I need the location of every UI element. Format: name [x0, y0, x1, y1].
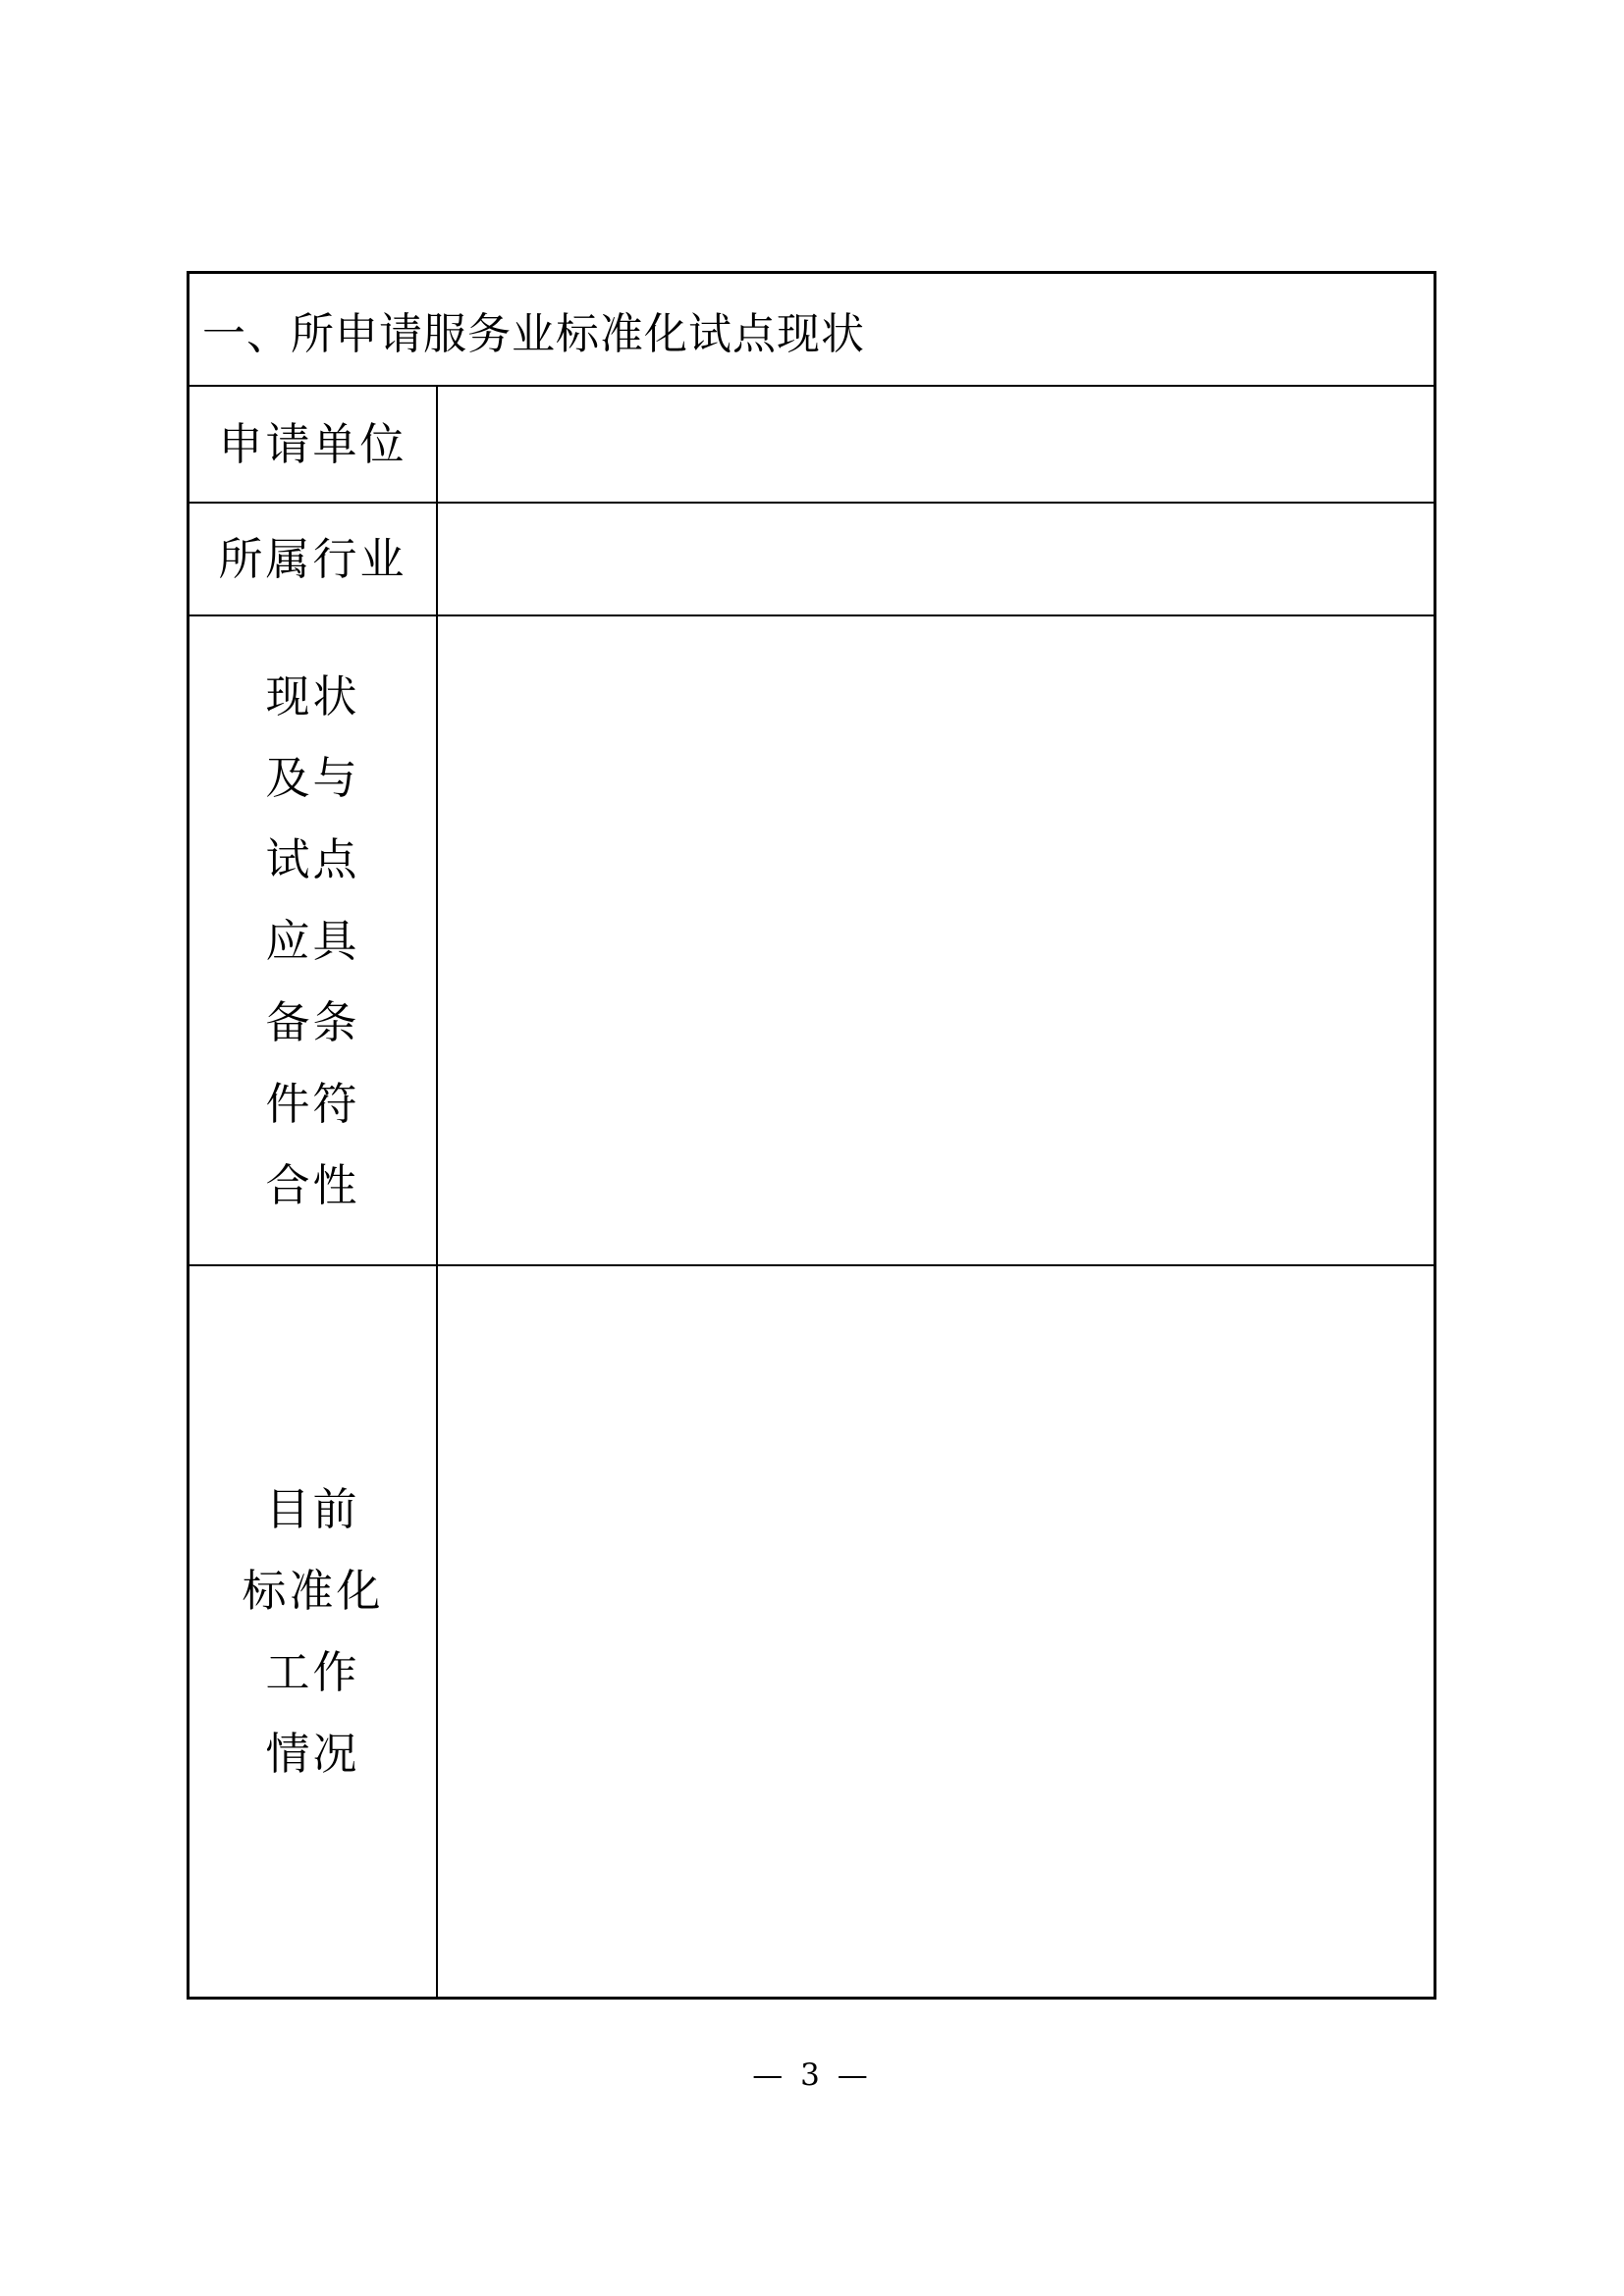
- industry-input-cell[interactable]: [438, 504, 1434, 614]
- section-title: 一、所申请服务业标准化试点现状: [202, 309, 865, 358]
- table-row-industry: [189, 504, 1434, 616]
- table-section-header-row: [189, 274, 1434, 387]
- row-label-standardization-work: [189, 1266, 438, 1997]
- row-label-applicant-unit: [189, 387, 438, 502]
- applicant-unit-input-cell[interactable]: [438, 387, 1434, 502]
- table-row-applicant-unit: [189, 387, 1434, 504]
- table-row-standardization-work: [189, 1266, 1434, 1997]
- label-line: 所属行业: [218, 534, 407, 584]
- label-line: 标准化: [242, 1566, 384, 1616]
- label-line: 情况: [265, 1729, 360, 1779]
- label-line: 现状: [265, 670, 360, 721]
- label-line: 件符: [265, 1078, 360, 1129]
- label-line: 试点: [265, 833, 360, 884]
- page-number: — 3 —: [752, 2057, 872, 2093]
- label-line: 合性: [265, 1159, 360, 1210]
- row-label-status-compliance: [189, 616, 438, 1264]
- table-row-status-compliance: [189, 616, 1434, 1266]
- label-line: 应具: [265, 915, 360, 966]
- row-label-industry: [189, 504, 438, 614]
- label-line: 备条: [265, 996, 360, 1047]
- label-line: 目前: [265, 1484, 360, 1534]
- status-compliance-input-cell[interactable]: [438, 616, 1434, 1264]
- label-line: 工作: [265, 1647, 360, 1697]
- label-line: 申请单位: [218, 419, 407, 469]
- label-line: 及与: [265, 752, 360, 803]
- application-form-table: [187, 271, 1436, 2000]
- standardization-work-input-cell[interactable]: [438, 1266, 1434, 1997]
